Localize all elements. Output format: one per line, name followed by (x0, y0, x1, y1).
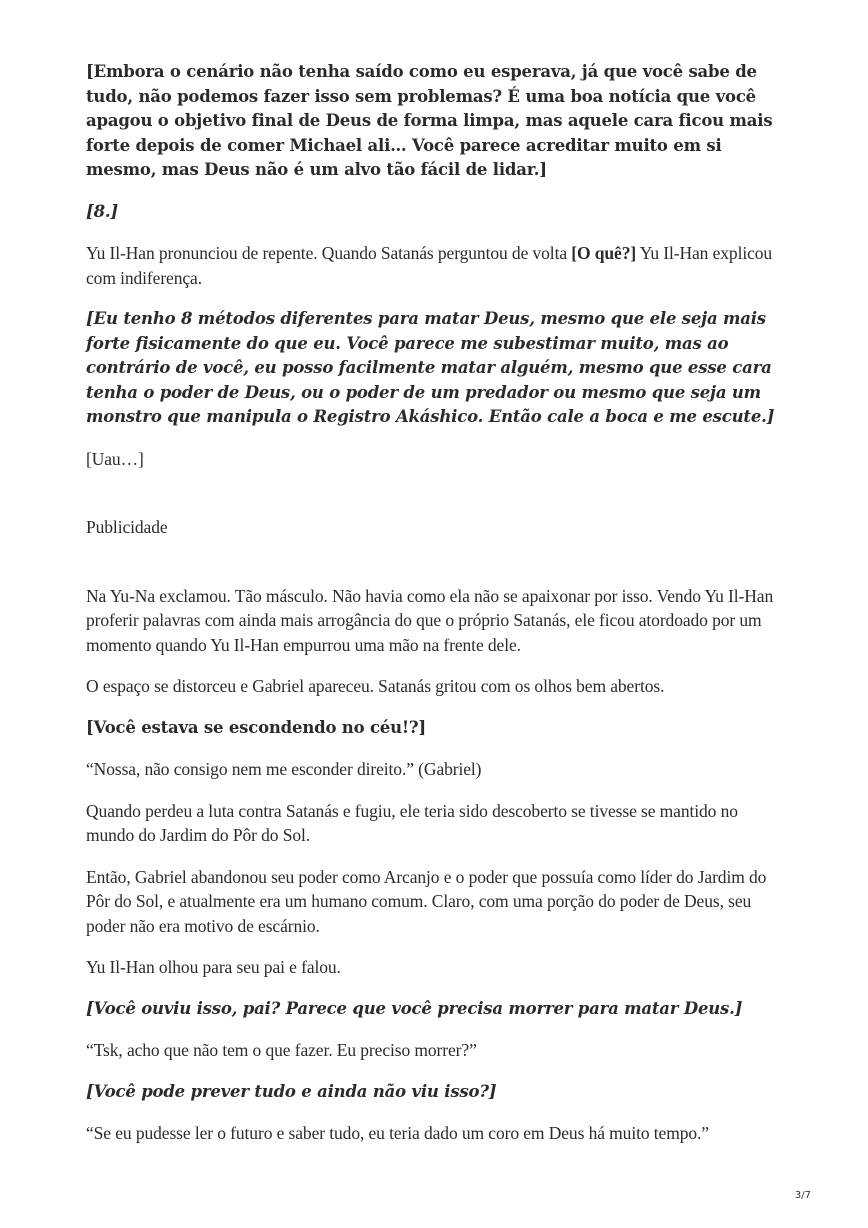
paragraph-read-future: “Se eu pudesse ler o futuro e saber tudo, eu teria dado um coro em Deus há muito tempo.” (86, 1123, 709, 1143)
paragraph-eight: [8.] (86, 201, 119, 221)
paragraph-lost-fight: Quando perdeu a luta contra Satanás e fugiu, ele teria sido descoberto se tivesse se mantido no mundo do Jardim do Pôr do Sol. (86, 800, 738, 845)
paragraph-eight-methods: [Eu tenho 8 métodos diferentes para matar Deus, mesmo que ele seja mais forte fisicamente do que eu. Você parece me subestimar muito, mas ao contrário de você, eu posso facilmente matar alguém, mesmo que esse cara tenha o poder de Deus, ou o poder de um predador ou mesmo que seja um monstro que manipula o Registro Akáshico. Então cale a boca e me escute.] (86, 309, 775, 426)
document-body (86, 60, 786, 1146)
page-number: 3/7 (794, 1190, 811, 1201)
paragraph-gabriel-quote: “Nossa, não consigo nem me esconder direito.” (Gabriel) (86, 759, 482, 779)
paragraph-gabriel-abandoned: Então, Gabriel abandonou seu poder como Arcanjo e o poder que possuía como líder do Jardim do Pôr do Sol, e atualmente era um humano comum. Claro, com uma porção do poder de Deus, seu poder não era motivo de escárnio. (86, 866, 767, 936)
paragraph-satan-speech: [Embora o cenário não tenha saído como eu esperava, já que você sabe de tudo, não podemos fazer isso sem problemas? É uma boa notícia que você apagou o objetivo final de Deus de forma limpa, mas aquele cara ficou mais forte depois de comer Michael ali… Você parece acreditar muito em si mesmo, mas Deus não é um alvo tão fácil de lidar.] (86, 62, 773, 179)
text-segment: Yu Il-Han explicou com indiferença. (86, 243, 773, 288)
paragraph-looked-at-father: Yu Il-Han olhou para seu pai e falou. (86, 957, 341, 977)
paragraph-space-distorted: O espaço se distorceu e Gabriel apareceu. Satanás gritou com os olhos bem abertos. (86, 676, 665, 696)
paragraph-did-you-hear: [Você ouviu isso, pai? Parece que você precisa morrer para matar Deus.] (86, 998, 743, 1018)
paragraph-hiding-in-sky: [Você estava se escondendo no céu!?] (86, 717, 427, 737)
paragraph-predict-everything: [Você pode prever tudo e ainda não viu isso?] (86, 1081, 497, 1101)
paragraph-tsk: “Tsk, acho que não tem o que fazer. Eu preciso morrer?” (86, 1040, 477, 1060)
text-segment: Yu Il-Han pronunciou de repente. Quando Satanás perguntou de volta (86, 243, 572, 263)
paragraph-uau: [Uau…] (86, 448, 144, 469)
advertisement-label: Publicidade (86, 517, 168, 537)
paragraph-yu-pronounced (86, 241, 786, 290)
text-segment-bold: [O quê?] (571, 243, 637, 263)
paragraph-na-yu-na: Na Yu-Na exclamou. Tão másculo. Não havia como ela não se apaixonar por isso. Vendo Yu Il-Han proferir palavras com ainda mais arrogância do que o próprio Satanás, ele ficou atordoado por um momento quando Yu Il-Han empurrou uma mão na frente dele. (86, 585, 774, 655)
